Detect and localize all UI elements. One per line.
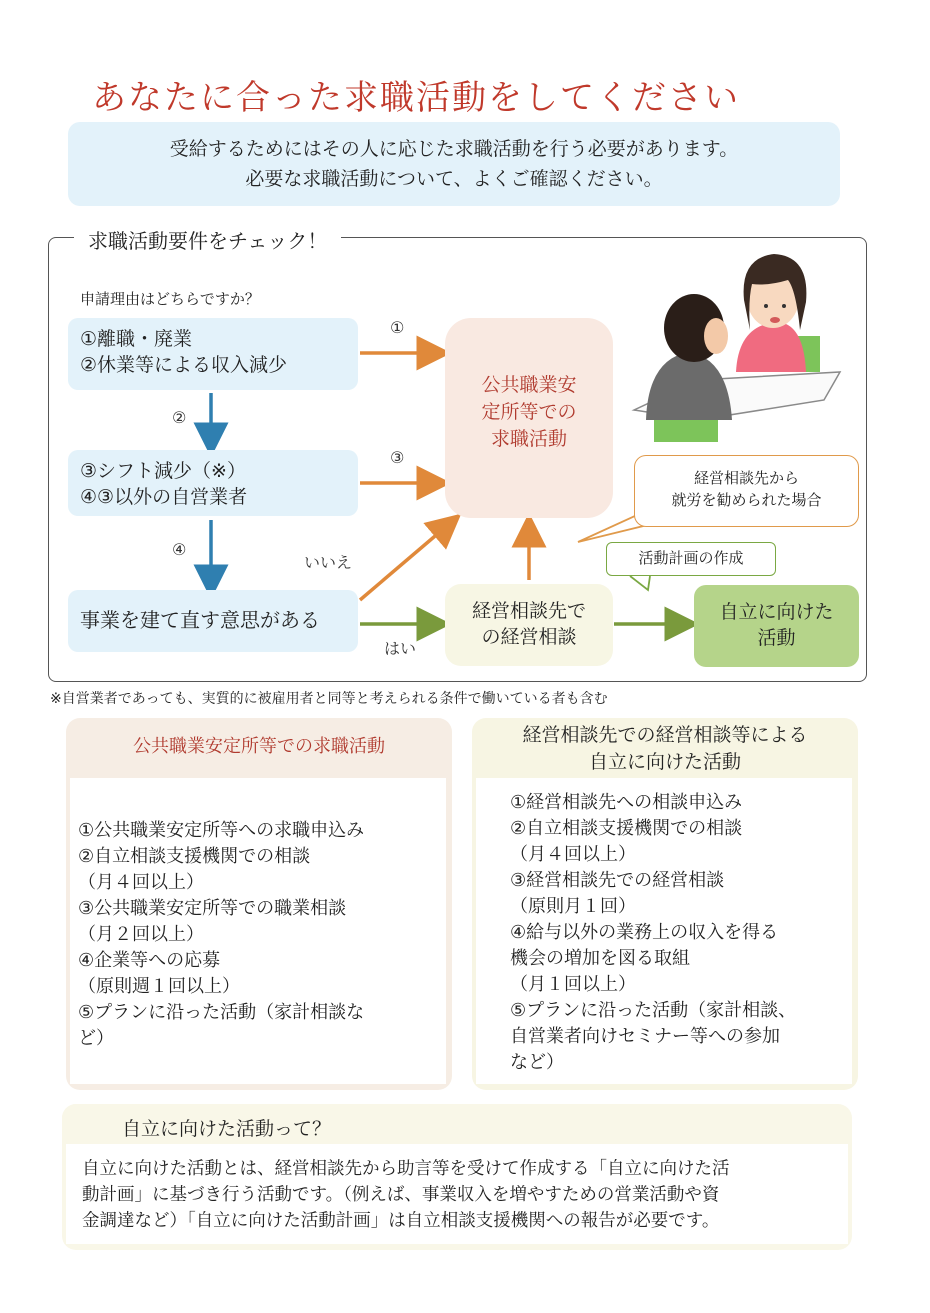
explanation-title: 自立に向けた活動って？ xyxy=(122,1118,332,1140)
no-label: いいえ xyxy=(304,553,353,572)
intro-line-2: 必要な求職活動について、よくご確認ください。 xyxy=(245,168,663,190)
reason-2-line-2: ④③以外の自営業者 xyxy=(80,486,248,508)
arrow-label-1: ① xyxy=(390,318,405,337)
list-item: ③公共職業安定所等での職業相談 xyxy=(78,898,347,919)
arrow-label-4: ④ xyxy=(172,540,187,559)
hellowork-activity-box xyxy=(445,318,613,518)
list-item: ③経営相談先での経営相談 xyxy=(510,870,725,891)
center-line-2: 定所等での xyxy=(481,401,577,423)
list-item: ど） xyxy=(78,1028,114,1049)
reason-1-line-1: ①離職・廃業 xyxy=(80,328,193,350)
bubble-line-2: 就労を勧められた場合 xyxy=(671,491,822,509)
list-item: （月４回以上） xyxy=(510,844,636,865)
list-item: など） xyxy=(510,1052,564,1073)
explanation-body xyxy=(82,1156,842,1234)
explanation-line-2: 動計画」に基づき行う活動です。（例えば、事業収入を増やすための営業活動や資 xyxy=(82,1185,720,1205)
plan-tag-tail xyxy=(630,576,650,590)
list-item: ①公共職業安定所等への求職申込み xyxy=(78,820,365,841)
list-item: （月１回以上） xyxy=(510,974,636,995)
business-heading-line-2: 自立に向けた活動 xyxy=(588,751,741,773)
list-item: ④企業等への応募 xyxy=(78,950,221,971)
person-left-body-icon xyxy=(646,352,732,420)
list-item: （原則週１回以上） xyxy=(78,976,240,997)
recommend-bubble xyxy=(634,455,859,527)
person-right-body-icon xyxy=(736,324,806,372)
hellowork-panel-heading: 公共職業安定所等での求職活動 xyxy=(133,736,385,757)
explanation-line-1: 自立に向けた活動とは、経営相談先から助言等を受けて作成する「自立に向けた活 xyxy=(82,1159,730,1179)
consult-line-2: の経営相談 xyxy=(481,626,577,648)
arrow-label-2: ② xyxy=(172,408,187,427)
business-panel xyxy=(472,718,858,1090)
list-item: （月４回以上） xyxy=(78,872,204,893)
bubble-line-1: 経営相談先から xyxy=(693,469,799,487)
list-item: （原則月１回） xyxy=(510,896,636,917)
center-line-3: 求職活動 xyxy=(490,428,567,450)
consultation-illustration xyxy=(628,240,850,445)
business-activity-list xyxy=(510,790,796,1076)
arrow-label-3: ③ xyxy=(390,448,405,467)
list-item: ④給与以外の業務上の収入を得る xyxy=(510,922,779,943)
reason-2-line-1: ③シフト減少（※） xyxy=(80,460,246,482)
arrow-no-to-center xyxy=(360,525,448,600)
jiritsu-line-2: 活動 xyxy=(757,627,796,649)
question-text: 申請理由はどちらですか？ xyxy=(80,290,260,308)
list-item: ①経営相談先への相談申込み xyxy=(510,792,743,813)
list-item: ⑤プランに沿った活動（家計相談な xyxy=(78,1002,365,1023)
reason-box-2 xyxy=(68,450,358,516)
hellowork-activity-list xyxy=(78,818,364,1052)
chair-left-icon xyxy=(654,418,718,442)
explanation-section xyxy=(62,1104,852,1250)
list-item: 自営業者向けセミナー等への参加 xyxy=(510,1026,780,1047)
check-label: 求職活動要件をチェック！ xyxy=(74,224,341,258)
business-panel-heading xyxy=(472,722,858,776)
list-item: ⑤プランに沿った活動（家計相談、 xyxy=(510,1000,797,1021)
footnote: ※自営業者であっても、実質的に被雇用者と同等と考えられる条件で働いている者も含む xyxy=(50,691,608,707)
list-item: 機会の増加を図る取組 xyxy=(510,948,690,969)
consult-line-1: 経営相談先で xyxy=(471,600,586,622)
rebuild-intent-box: 事業を建て直す意思がある xyxy=(68,590,358,652)
yes-label: はい xyxy=(384,639,417,658)
self-reliance-box xyxy=(694,585,859,667)
list-item: （月２回以上） xyxy=(78,924,204,945)
explanation-line-3: 金調達など）「自立に向けた活動計画」は自立相談支援機関への報告が必要です。 xyxy=(82,1211,720,1231)
plan-creation-tag: 活動計画の作成 xyxy=(606,542,776,576)
list-item: ②自立相談支援機関での相談 xyxy=(78,846,311,867)
page-title: あなたに合った求職活動をしてください xyxy=(92,78,740,118)
intro-line-1: 受給するためにはその人に応じた求職活動を行う必要があります。 xyxy=(169,138,739,160)
hellowork-panel xyxy=(66,718,452,1090)
jiritsu-line-1: 自立に向けた xyxy=(719,601,834,623)
center-line-1: 公共職業安 xyxy=(481,374,577,396)
business-heading-line-1: 経営相談先での経営相談等による xyxy=(522,724,808,746)
reason-box-1 xyxy=(68,318,358,390)
list-item: ②自立相談支援機関での相談 xyxy=(510,818,743,839)
reason-1-line-2: ②休業等による収入減少 xyxy=(80,354,288,376)
business-consult-box xyxy=(445,584,613,666)
